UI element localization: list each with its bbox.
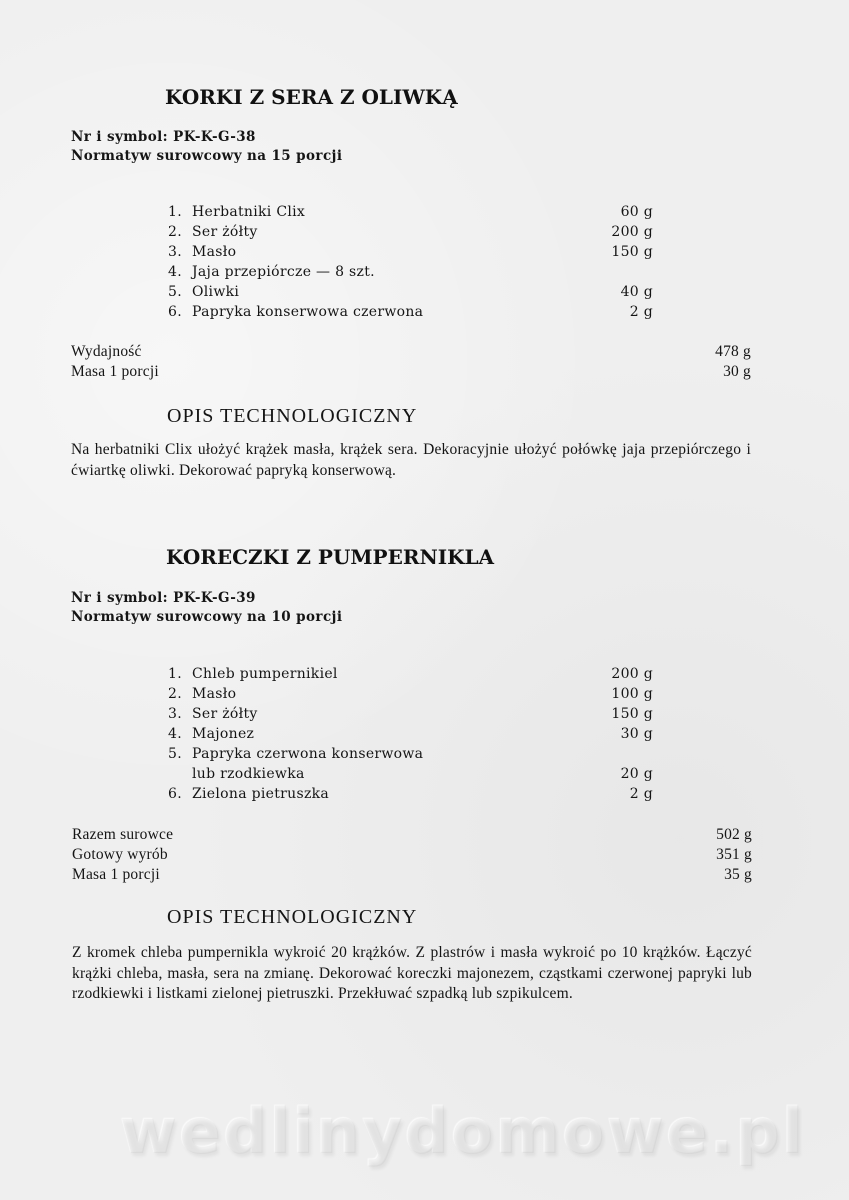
watermark: wedlinydomowe.pl xyxy=(120,1095,806,1168)
summary-label: Razem surowce xyxy=(72,826,174,843)
summary-value: 478 g xyxy=(715,343,751,360)
ingredient-number: 3. xyxy=(168,706,182,722)
ingredient-name: Chleb pumpernikiel xyxy=(192,666,338,682)
recipe-norm: Normatyw surowcowy na 10 porcji xyxy=(71,609,343,625)
ingredient-list xyxy=(168,202,658,322)
ingredient-name: Papryka konserwowa czerwona xyxy=(192,304,424,320)
ingredient-name: Ser żółty xyxy=(192,706,258,722)
ingredient-amount: 20 g xyxy=(620,766,653,782)
ingredient-name: lub rzodkiewka xyxy=(192,766,305,782)
summary-list xyxy=(71,342,751,382)
ingredient-name: Oliwki xyxy=(192,284,240,300)
ingredient-number: 1. xyxy=(168,666,182,682)
recipe-symbol: Nr i symbol: PK-K-G-38 xyxy=(71,129,256,145)
ingredient-row xyxy=(168,282,658,302)
ingredient-name: Ser żółty xyxy=(192,224,258,240)
ingredient-name: Masło xyxy=(192,244,237,260)
ingredient-number: 4. xyxy=(168,264,182,280)
summary-value: 35 g xyxy=(724,866,752,883)
summary-row xyxy=(72,825,752,845)
ingredient-name: Zielona pietruszka xyxy=(192,786,330,802)
ingredient-amount: 2 g xyxy=(629,786,653,802)
ingredient-amount: 200 g xyxy=(611,666,653,682)
ingredient-amount: 40 g xyxy=(620,284,653,300)
ingredient-row xyxy=(168,242,658,262)
ingredient-amount: 100 g xyxy=(611,686,653,702)
ingredient-row xyxy=(168,222,658,242)
ingredient-row xyxy=(168,764,658,784)
summary-label: Masa 1 porcji xyxy=(72,866,160,883)
ingredient-amount: 60 g xyxy=(620,204,653,220)
ingredient-name: Herbatniki Clix xyxy=(192,204,306,220)
ingredient-number: 6. xyxy=(168,304,182,320)
summary-row xyxy=(71,342,751,362)
ingredient-row xyxy=(168,202,658,222)
summary-label: Masa 1 porcji xyxy=(71,363,159,380)
ingredient-list xyxy=(168,664,658,804)
ingredient-number: 3. xyxy=(168,244,182,260)
ingredient-amount: 2 g xyxy=(629,304,653,320)
summary-row xyxy=(72,845,752,865)
ingredient-number: 5. xyxy=(168,746,182,762)
summary-label: Gotowy wyrób xyxy=(72,846,168,863)
summary-list xyxy=(72,825,752,885)
ingredient-amount: 150 g xyxy=(611,706,653,722)
ingredient-row xyxy=(168,724,658,744)
summary-label: Wydajność xyxy=(71,343,142,360)
ingredient-name: Jaja przepiórcze — 8 szt. xyxy=(192,264,375,280)
recipe-title: KORECZKI Z PUMPERNIKLA xyxy=(166,545,495,569)
ingredient-amount: 30 g xyxy=(620,726,653,742)
recipe-norm: Normatyw surowcowy na 15 porcji xyxy=(71,148,343,164)
recipe-description: Na herbatniki Clix ułożyć krążek masła, krążek sera. Dekoracyjnie ułożyć połówkę jaja przepiórczego i ćwiartkę oliwki. Dekorować papryką konserwową. xyxy=(71,441,751,479)
ingredient-name: Papryka czerwona konserwowa xyxy=(192,746,424,762)
summary-row xyxy=(71,362,751,382)
ingredient-row xyxy=(168,704,658,724)
ingredient-number: 4. xyxy=(168,726,182,742)
ingredient-row xyxy=(168,784,658,804)
ingredient-name: Masło xyxy=(192,686,237,702)
ingredient-number: 2. xyxy=(168,224,182,240)
ingredient-name: Majonez xyxy=(192,726,255,742)
ingredient-number: 1. xyxy=(168,204,182,220)
recipe-description: Z kromek chleba pumpernikla wykroić 20 krążków. Z plastrów i masła wykroić po 10 krążków. Łączyć krążki chleba, masła, sera na zmianę. Dekorować koreczki majonezem, cząstkami czerwonej papryki lub rzodkiewki i listkami zielonej pietruszki. Przekłuwać szpadką lub szpikulcem. xyxy=(72,944,752,1002)
ingredient-number: 2. xyxy=(168,686,182,702)
summary-value: 502 g xyxy=(716,826,752,843)
ingredient-number: 6. xyxy=(168,786,182,802)
ingredient-row xyxy=(168,302,658,322)
ingredient-row xyxy=(168,684,658,704)
ingredient-amount: 150 g xyxy=(611,244,653,260)
summary-value: 351 g xyxy=(716,846,752,863)
ingredient-row xyxy=(168,664,658,684)
section-heading: OPIS TECHNOLOGICZNY xyxy=(167,906,418,928)
recipe-title: KORKI Z SERA Z OLIWKĄ xyxy=(165,85,458,109)
recipe-symbol: Nr i symbol: PK-K-G-39 xyxy=(71,590,256,606)
ingredient-number: 5. xyxy=(168,284,182,300)
ingredient-row xyxy=(168,744,658,764)
ingredient-amount: 200 g xyxy=(611,224,653,240)
section-heading: OPIS TECHNOLOGICZNY xyxy=(167,405,418,427)
summary-value: 30 g xyxy=(723,363,751,380)
summary-row xyxy=(72,865,752,885)
ingredient-row xyxy=(168,262,658,282)
